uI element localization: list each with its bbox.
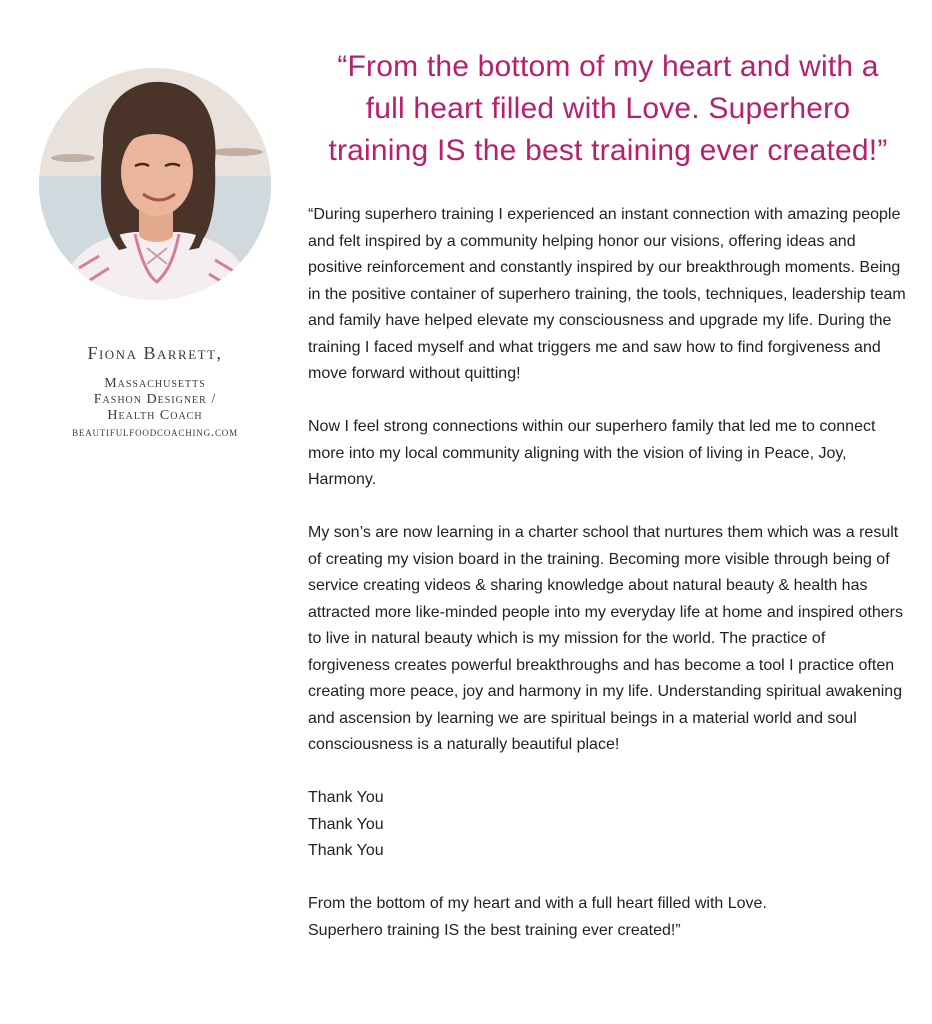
person-location: Massachusetts — [104, 376, 206, 391]
thank-you-line: Thank You — [308, 842, 384, 859]
thank-you-line: Thank You — [308, 815, 384, 833]
testimonial-headline — [308, 46, 908, 172]
person-role-line2: Health Coach — [107, 408, 203, 423]
headline-line-2: full heart filled with Love. Superhero — [365, 92, 851, 125]
thank-you-block — [308, 785, 908, 865]
person-details — [30, 376, 280, 440]
closing-line-2: Superhero training IS the best training ever created!” — [308, 921, 681, 939]
person-role-line1: Fashon Designer / — [93, 392, 217, 407]
person-name: Fiona Barrett, — [87, 343, 223, 363]
closing-statement — [308, 891, 908, 944]
testimonial-paragraph-2: Now I feel strong connections within our superhero family that led me to connect more into my local community aligning with the vision of living in Peace, Joy, Harmony. — [308, 418, 876, 488]
person-website: beautifulfoodcoaching.com — [72, 424, 238, 439]
profile-photo — [39, 68, 271, 300]
headline-line-1: “From the bottom of my heart and with a — [337, 50, 879, 83]
closing-line-1: From the bottom of my heart and with a full heart filled with Love. — [308, 895, 767, 912]
testimonial-content — [308, 46, 908, 944]
testimonial-paragraph-1: “During superhero training I experienced an instant connection with amazing people and felt inspired by a community helping honor our visions, offering ideas and positive reinforcement and constantly inspired by our breakthrough moments. Being in the positive container of superhero training, the tools, techniques, leadership team and family have helped elevate my consciousness and upgrade my life. During the training I faced myself and what triggers me and saw how to find forgiveness and move forward without quitting! — [308, 206, 906, 382]
profile-sidebar — [30, 68, 280, 440]
testimonial-body — [308, 202, 908, 944]
testimonial-paragraph-3: My son’s are now learning in a charter school that nurtures them which was a result of creating my vision board in the training. Becoming more visible through being of service creating videos & sharing knowledge about natural beauty & health has attracted more like-minded people into my everyday life at home and inspired others to live in natural beauty which is my mission for the world. The practice of forgiveness creates powerful breakthroughs and has become a tool I practice often creating more peace, joy and harmony in my life. Understanding spiritual awakening and ascension by learning we are spiritual beings in a material world and soul consciousness is a naturally beautiful place! — [308, 524, 903, 753]
headline-line-3: training IS the best training ever created!” — [328, 134, 888, 167]
portrait-illustration — [39, 68, 271, 300]
thank-you-line: Thank You — [308, 789, 384, 806]
